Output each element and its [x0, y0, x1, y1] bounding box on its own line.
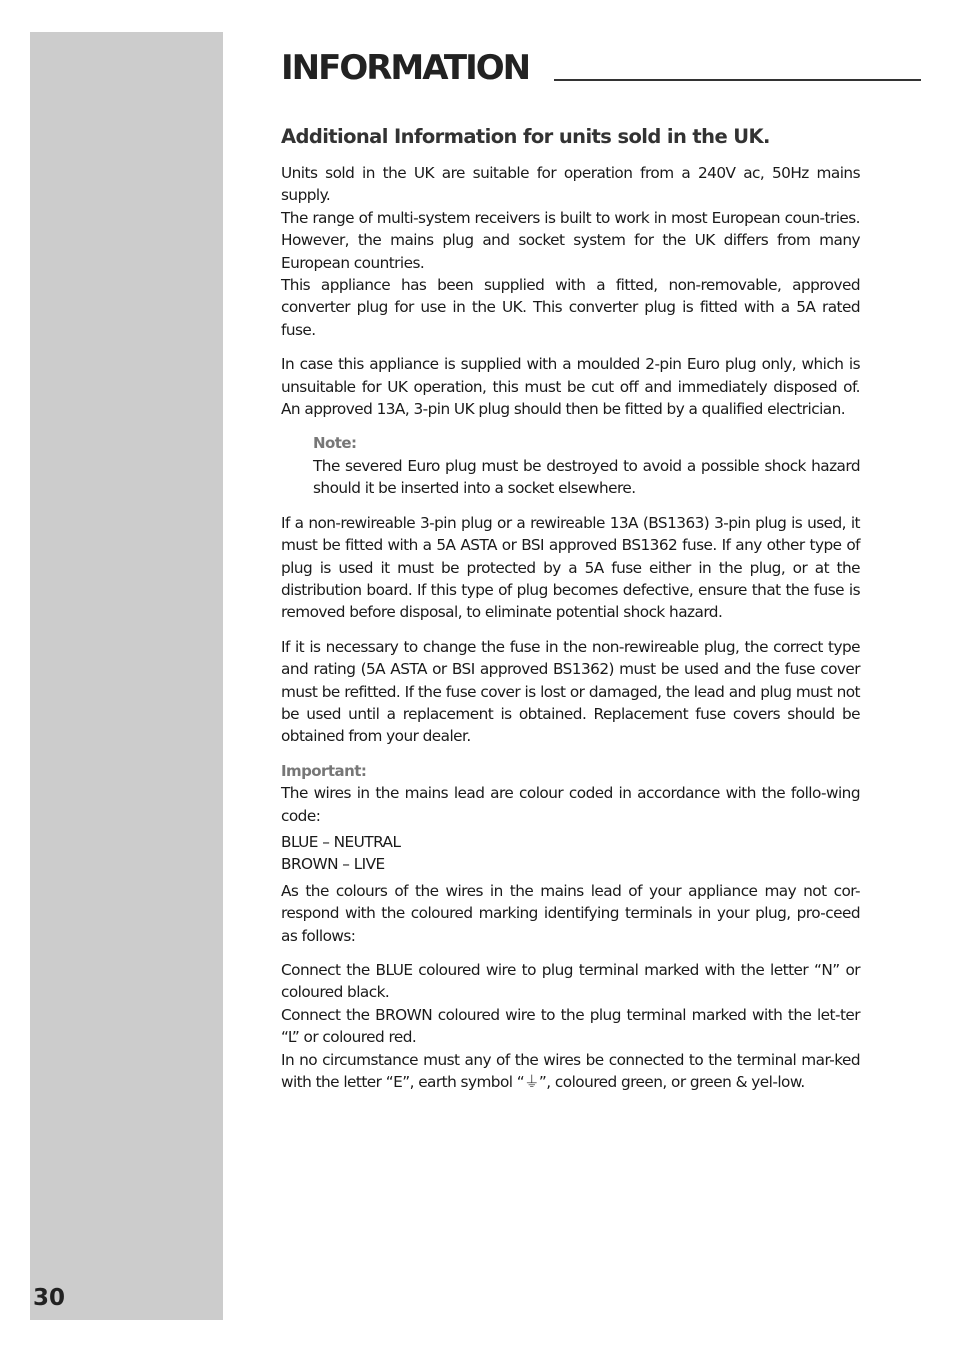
page-number: 30: [33, 1285, 66, 1311]
paragraph-supply: Units sold in the UK are suitable for operation from a 240V ac, 50Hz mains supply.: [281, 164, 860, 205]
paragraph-fuse-type: If a non-rewireable 3-pin plug or a rewireable 13A (BS1363) 3-pin plug is used, it must be fitted with a 5A ASTA or BSI approved BS1362 fuse. If any other type of plug is used it must be protected by a 5A fuse either in the plug, or at the distribution board. If this type of plug becomes defective, ensure that the fuse is removed before disposal, to eliminate potential shock hazard.: [281, 513, 860, 622]
wire-code-blue: BLUE – NEUTRAL: [281, 832, 401, 851]
paragraph-converter-plug: This appliance has been supplied with a fitted, non-removable, approved converter plug for use in the UK. This converter plug is fitted with a 5A rated fuse.: [281, 276, 860, 339]
paragraph-fuse-change: If it is necessary to change the fuse in the non-rewireable plug, the correct type and rating (5A ASTA or BSI approved BS1362) must be used and the fuse cover must be refitted. If the fuse cover is lost or damaged, the lead and plug must not be used until a replacement is obtained. Replacement fuse covers should be obtained from your dealer.: [281, 637, 860, 746]
paragraph-connect-blue: Connect the BLUE coloured wire to plug terminal marked with the letter “N” or coloured black.: [281, 961, 860, 1002]
note-label: Note:: [313, 434, 357, 453]
section-heading: Additional Information for units sold in the UK.: [281, 125, 770, 148]
page-title: INFORMATION: [281, 48, 530, 88]
wire-code-brown: BROWN – LIVE: [281, 855, 385, 874]
header-rule: [554, 79, 921, 81]
main-content: [281, 122, 860, 1093]
note-text: The severed Euro plug must be destroyed to avoid a possible shock hazard should it be inserted into a socket elsewhere.: [313, 456, 860, 498]
paragraph-wire-colours: As the colours of the wires in the mains lead of your appliance may not cor-respond with the coloured marking identifying terminals in your plug, pro-ceed as follows:: [281, 881, 860, 945]
paragraph-euro-plug: In case this appliance is supplied with a moulded 2-pin Euro plug only, which is unsuitable for UK operation, this must be cut off and immediately disposed of. An approved 13A, 3-pin UK plug should then be fitted by a qualified electrician.: [281, 355, 860, 419]
important-label: Important:: [281, 761, 367, 780]
paragraph-wire-code: The wires in the mains lead are colour coded in accordance with the follo-wing code:: [281, 784, 860, 825]
note-block: [313, 432, 860, 499]
paragraph-multisystem: The range of multi-system receivers is built to work in most European coun-tries. However, the mains plug and socket system for the UK differs from many European countries.: [281, 208, 860, 272]
sidebar-panel: [30, 32, 223, 1320]
paragraph-connect-brown: Connect the BROWN coloured wire to the plug terminal marked with the let-ter “L” or coloured red.: [281, 1005, 860, 1047]
page-header: [281, 46, 921, 92]
paragraph-earth-warning: In no circumstance must any of the wires be connected to the terminal mar-ked with the letter “E”, earth symbol “⏚”, coloured green, or green & yel-low.: [281, 1050, 860, 1092]
